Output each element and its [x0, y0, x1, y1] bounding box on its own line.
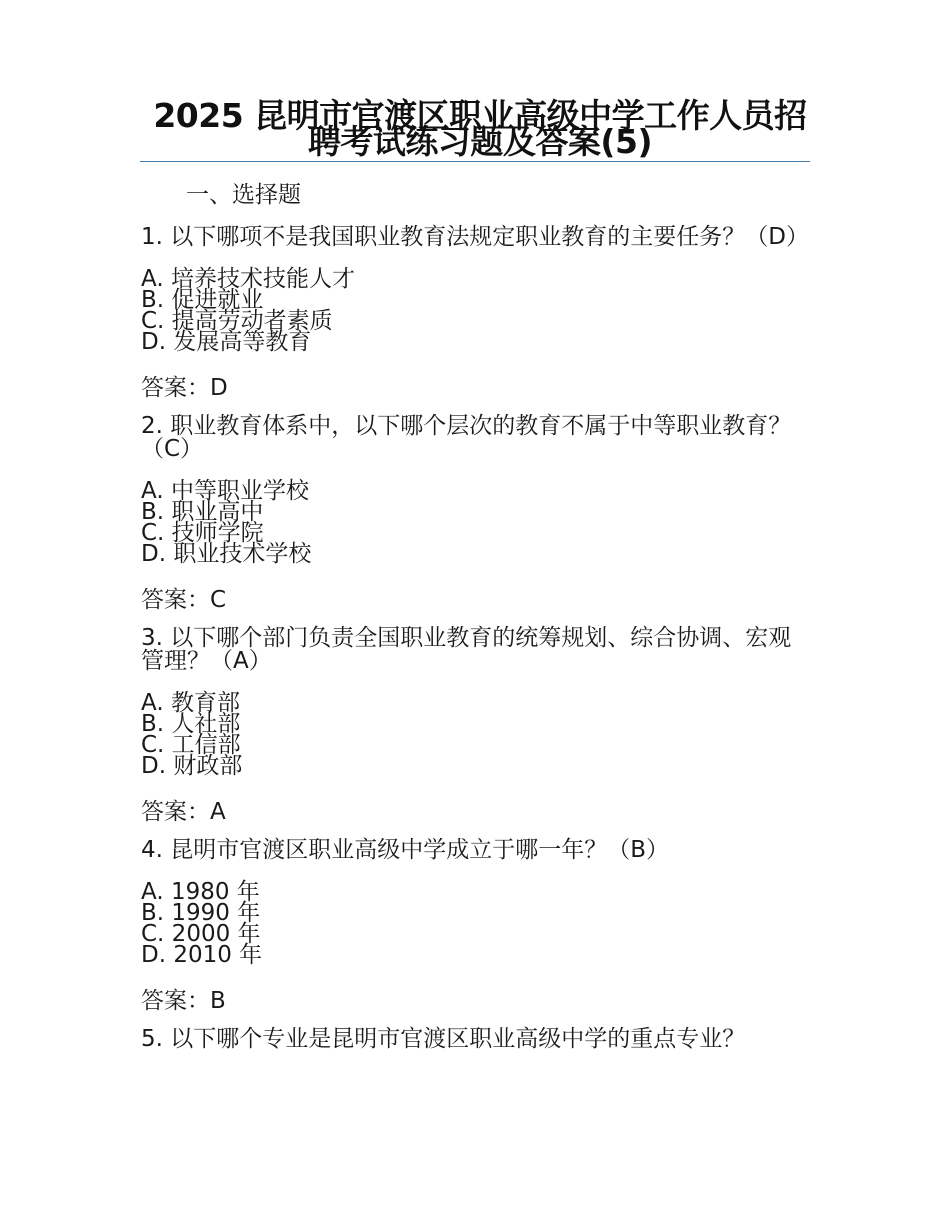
- option-b: B. 1990 年: [141, 900, 261, 926]
- option-a: A. 培养技术技能人才: [141, 266, 355, 292]
- title-underline: [140, 161, 810, 162]
- option-d: D. 发展高等教育: [141, 329, 312, 355]
- option-b: B. 职业高中: [141, 499, 264, 525]
- option-list: [141, 266, 801, 355]
- question-stem: 4. 昆明市官渡区职业高级中学成立于哪一年？（B）: [141, 837, 670, 863]
- option-c: C. 工信部: [141, 732, 241, 758]
- option-c: C. 技师学院: [141, 520, 264, 546]
- option-d: D. 2010 年: [141, 942, 263, 968]
- answer: 答案：A: [141, 799, 226, 825]
- answer: 答案：B: [141, 988, 226, 1014]
- question-list: [141, 224, 809, 1052]
- section-heading: 一、选择题: [186, 182, 301, 208]
- question-4: [141, 839, 801, 1016]
- question-3: [141, 627, 801, 827]
- option-d: D. 职业技术学校: [141, 541, 312, 567]
- question-5: [141, 1028, 801, 1051]
- answer: 答案：D: [141, 375, 228, 401]
- option-a: A. 教育部: [141, 690, 240, 716]
- option-b: B. 人社部: [141, 711, 241, 737]
- question-1: [141, 224, 809, 403]
- option-a: A. 1980 年: [141, 879, 260, 905]
- option-a: A. 中等职业学校: [141, 478, 309, 504]
- option-d: D. 财政部: [141, 753, 243, 779]
- question-stem: 3. 以下哪个部门负责全国职业教育的统筹规划、综合协调、宏观管理？（A）: [141, 625, 792, 674]
- question-stem: 5. 以下哪个专业是昆明市官渡区职业高级中学的重点专业？: [141, 1026, 746, 1052]
- option-c: C. 提高劳动者素质: [141, 308, 333, 334]
- document-title: 2025 昆明市官渡区职业高级中学工作人员招聘考试练习题及答案(5): [153, 96, 807, 161]
- question-stem: 1. 以下哪项不是我国职业教育法规定职业教育的主要任务？（D）: [141, 224, 809, 250]
- question-stem: 2. 职业教育体系中，以下哪个层次的教育不属于中等职业教育？（C）: [141, 413, 792, 462]
- option-list: [141, 478, 801, 567]
- option-list: [141, 690, 801, 779]
- option-list: [141, 879, 801, 968]
- answer: 答案：C: [141, 587, 227, 613]
- question-2: [141, 415, 801, 615]
- option-c: C. 2000 年: [141, 921, 261, 947]
- option-b: B. 促进就业: [141, 287, 264, 313]
